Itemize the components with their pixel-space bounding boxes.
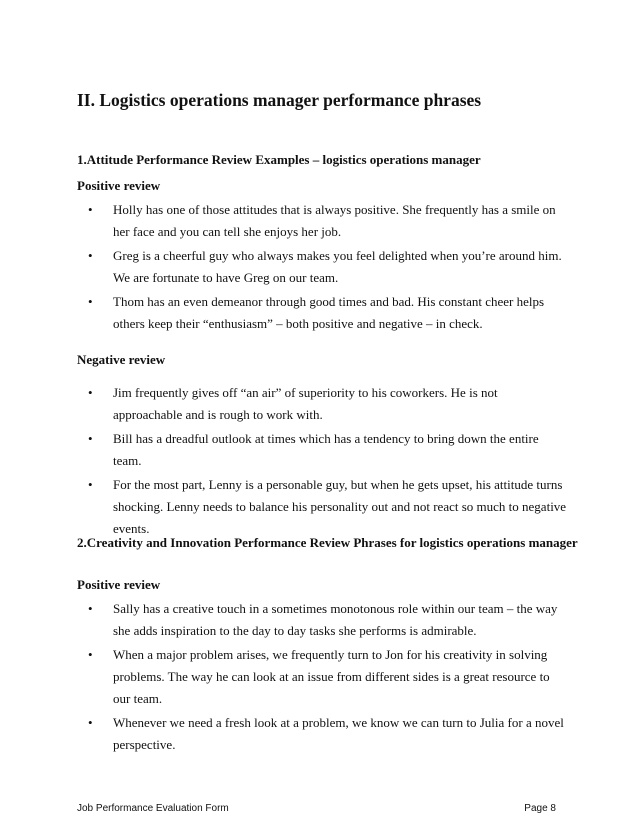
list-item: • Bill has a dreadful outlook at times which has a tendency to bring down the entire team. [77, 428, 567, 472]
bullet-icon: • [88, 431, 93, 446]
bullet-icon: • [88, 477, 93, 492]
page-title: II. Logistics operations manager performance phrases [77, 90, 482, 110]
list-item: • Jim frequently gives off “an air” of superiority to his coworkers. He is not approachable and is rough to work with. [77, 382, 567, 426]
section-2-heading: 2.Creativity and Innovation Performance Review Phrases for logistics operations manager [77, 535, 578, 550]
section-1-positive-list [77, 199, 567, 337]
bullet-icon: • [88, 248, 93, 263]
bullet-icon: • [88, 385, 93, 400]
footer-page-number: Page 8 [524, 803, 556, 814]
list-item: • For the most part, Lenny is a personable guy, but when he gets upset, his attitude turns shocking. Lenny needs to balance his personality out and not react so much to negative events. [77, 474, 567, 540]
section-2-positive-list [77, 598, 567, 758]
bullet-icon: • [88, 202, 93, 217]
list-item: • Thom has an even demeanor through good times and bad. His constant cheer helps others keep their “enthusiasm” – both positive and negative – in check. [77, 291, 567, 335]
bullet-icon: • [88, 715, 93, 730]
footer-form-name: Job Performance Evaluation Form [77, 803, 229, 814]
section-1-negative-label: Negative review [77, 352, 166, 367]
section-1-positive-label: Positive review [77, 178, 161, 193]
list-item: • Sally has a creative touch in a sometimes monotonous role within our team – the way she adds inspiration to the day to day tasks she performs is admirable. [77, 598, 567, 642]
bullet-icon: • [88, 647, 93, 662]
section-2-positive-label: Positive review [77, 577, 161, 592]
section-1-negative-list [77, 382, 567, 542]
bullet-icon: • [88, 294, 93, 309]
section-1-heading: 1.Attitude Performance Review Examples – logistics operations manager [77, 152, 481, 167]
list-item: • When a major problem arises, we frequently turn to Jon for his creativity in solving problems. The way he can look at an issue from different sides is a great resource to our team. [77, 644, 567, 710]
bullet-icon: • [88, 601, 93, 616]
list-item: • Greg is a cheerful guy who always makes you feel delighted when you’re around him. We are fortunate to have Greg on our team. [77, 245, 567, 289]
list-item: • Holly has one of those attitudes that is always positive. She frequently has a smile on her face and you can tell she enjoys her job. [77, 199, 567, 243]
list-item: • Whenever we need a fresh look at a problem, we know we can turn to Julia for a novel perspective. [77, 712, 567, 756]
